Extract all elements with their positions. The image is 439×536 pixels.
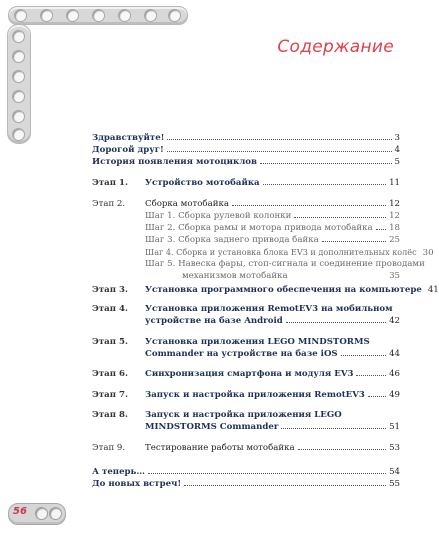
toc-entry-page: 53 xyxy=(389,443,400,453)
toc-entry-title-cont: MINDSTORMS Commander xyxy=(145,422,279,432)
toc-entry-page: 25 xyxy=(389,235,400,245)
toc-entry-title: Установка приложения LEGO MINDSTORMS xyxy=(145,337,370,347)
toc-entry-page: 11 xyxy=(389,178,400,188)
toc-subentry xyxy=(145,222,400,234)
toc-entry xyxy=(145,348,400,360)
toc-entry-page: 41 xyxy=(427,285,439,295)
dot-leader xyxy=(322,241,386,242)
dot-leader xyxy=(167,139,391,140)
toc-entry-page: 30 xyxy=(422,248,434,258)
toc-entry-page: 18 xyxy=(389,223,400,233)
toc-entry-title: Синхронизация смартфона и модуля EV3 xyxy=(145,369,354,379)
toc-entry-page: 35 xyxy=(389,271,400,281)
toc-stage-number: Этап 1. xyxy=(92,178,128,188)
toc-entry xyxy=(92,156,400,168)
toc-stage-number: Этап 9. xyxy=(92,443,126,453)
toc-entry-page: 42 xyxy=(389,316,400,326)
dot-leader xyxy=(341,355,386,356)
dot-leader xyxy=(286,322,386,323)
toc-stage-number: Этап 3. xyxy=(92,285,128,295)
dot-leader xyxy=(184,485,386,486)
dot-leader xyxy=(281,428,386,429)
toc-entry xyxy=(92,442,400,454)
toc-stage-number: Этап 4. xyxy=(92,304,128,314)
toc-subentry xyxy=(145,234,400,246)
dot-leader xyxy=(232,205,386,206)
toc-entry-page: 46 xyxy=(389,369,400,379)
toc-entry-title: Установка программного обеспечения на компьютере xyxy=(145,285,422,295)
toc-stage-number: Этап 2. xyxy=(92,199,126,209)
dot-leader xyxy=(294,217,386,218)
dot-leader xyxy=(356,375,386,376)
toc-entry-title-cont: устройстве на базе Android xyxy=(145,316,283,326)
toc-entry xyxy=(145,421,400,433)
toc-entry-title: Шаг 5. Навеска фары, стоп-сигнала и соединение проводами xyxy=(145,259,425,269)
toc-entry-page: 51 xyxy=(389,422,400,432)
toc-entry-page: 5 xyxy=(394,157,400,167)
toc-subentry xyxy=(145,246,434,258)
toc-entry-title: Дорогой друг! xyxy=(92,145,164,155)
beam-hole-icon xyxy=(49,507,62,520)
toc-entry xyxy=(145,315,400,327)
toc-entry-title: Сборка мотобайка xyxy=(145,199,229,209)
toc-entry-title: Устройство мотобайка xyxy=(145,178,260,188)
toc-stage-number: Этап 5. xyxy=(92,337,128,347)
toc-entry xyxy=(92,336,400,348)
toc-stage-number: Этап 8. xyxy=(92,410,128,420)
toc-stage-number: Этап 7. xyxy=(92,390,128,400)
toc-entry xyxy=(92,198,400,210)
toc-entry-title: Тестирование работы мотобайка xyxy=(145,443,295,453)
toc-entry-page: 12 xyxy=(389,211,400,221)
toc-subentry xyxy=(182,270,400,282)
toc-entry-title: До новых встреч! xyxy=(92,479,182,489)
toc-entry-page: 49 xyxy=(389,390,400,400)
toc-entry xyxy=(92,478,400,490)
toc-entry xyxy=(92,284,439,296)
toc-entry-title: А теперь… xyxy=(92,467,145,477)
toc-entry-title-cont: Commander на устройстве на базе iOS xyxy=(145,349,338,359)
dot-leader xyxy=(368,396,386,397)
toc-entry xyxy=(92,409,400,421)
dot-leader xyxy=(148,473,386,474)
toc-entry-title: Запуск и настройка приложения RemotEV3 xyxy=(145,390,365,400)
toc-entry xyxy=(92,303,400,315)
page-title: Содержание xyxy=(277,37,394,57)
toc-entry-title: История появления мотоциклов xyxy=(92,157,257,167)
toc-entry xyxy=(92,389,400,401)
toc-entry-title: Шаг 4. Сборка и установка блока EV3 и дополнительных колёс xyxy=(145,247,417,257)
dot-leader xyxy=(167,151,392,152)
toc-entry-title: Установка приложения RemotEV3 на мобильном xyxy=(145,304,393,314)
toc-entry-title-cont: механизмов мотобайка xyxy=(182,271,288,281)
dot-leader xyxy=(260,163,392,164)
dot-leader xyxy=(263,184,386,185)
toc-subentry xyxy=(145,210,400,222)
beam-hole-icon xyxy=(35,507,48,520)
toc-entry xyxy=(92,144,400,156)
page-number: 56 xyxy=(13,506,27,517)
toc-stage-number: Этап 6. xyxy=(92,369,128,379)
toc-entry-title: Шаг 3. Сборка заднего привода байка xyxy=(145,235,319,245)
toc-entry xyxy=(92,466,400,478)
toc-entry-page: 54 xyxy=(389,467,400,477)
toc-entry-page: 44 xyxy=(389,349,400,359)
toc-entry xyxy=(92,368,400,380)
toc-entry-page: 3 xyxy=(394,133,400,143)
dot-leader xyxy=(376,229,386,230)
toc-entry-title: Шаг 2. Сборка рамы и мотора привода мотобайка xyxy=(145,223,373,233)
toc-entry-page: 4 xyxy=(394,145,400,155)
toc-entry-title: Здравствуйте! xyxy=(92,133,165,143)
toc-entry-page: 12 xyxy=(389,199,400,209)
toc-entry-title: Запуск и настройка приложения LEGO xyxy=(145,410,342,420)
dot-leader xyxy=(298,449,386,450)
toc-entry xyxy=(92,177,400,189)
toc-entry-page: 55 xyxy=(389,479,400,489)
toc-entry-title: Шаг 1. Сборка рулевой колонки xyxy=(145,211,292,221)
toc-entry xyxy=(92,132,400,144)
